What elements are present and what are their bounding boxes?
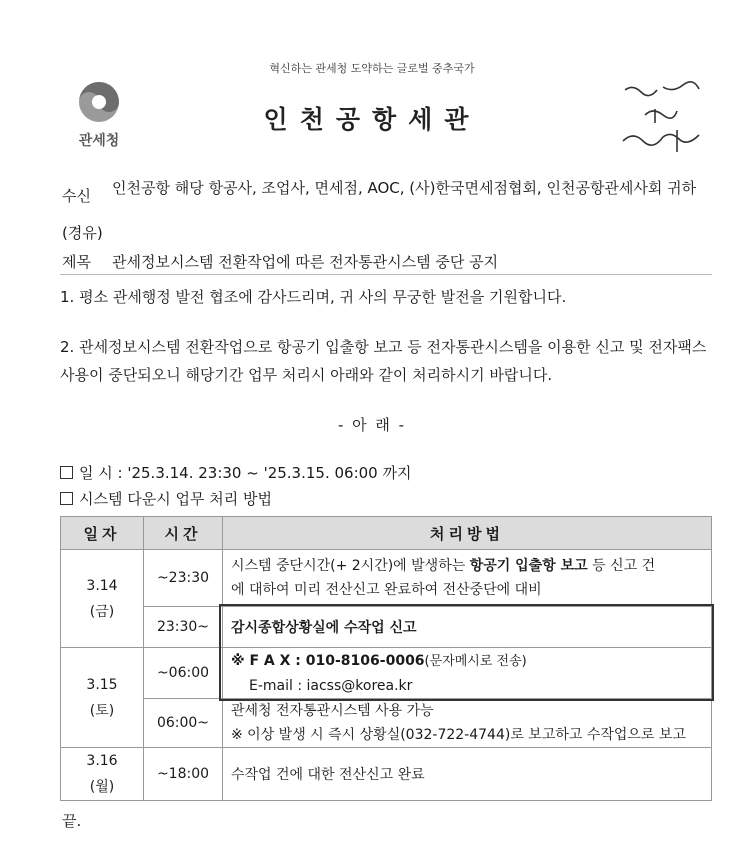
logo-text: 관세청 bbox=[78, 133, 120, 149]
paragraph-1: 1. 평소 관세행정 발전 협조에 감사드리며, 귀 사의 무궁한 발전을 기원합니다. bbox=[60, 288, 567, 306]
header-date: 일자 bbox=[61, 517, 144, 550]
method-text: 등 신고 건 bbox=[587, 558, 656, 574]
date-weekday: (금) bbox=[89, 603, 115, 620]
date-day: 3.15 bbox=[86, 676, 118, 693]
method-cell bbox=[223, 550, 712, 607]
date-weekday: (토) bbox=[89, 702, 115, 719]
time-cell: ~23:30 bbox=[144, 550, 223, 607]
method-line: ※ 이상 발생 시 즉시 상황실(032-722-4744)로 보고하고 수작업으로 보고 bbox=[231, 727, 686, 743]
paragraph-2: 2. 관세정보시스템 전환작업으로 항공기 입출항 보고 등 전자통관시스템을 이용한 신고 및 전자팩스 사용이 중단되오니 해당기간 업무 처리시 아래와 같이 처리하시기 바랍니다. bbox=[60, 338, 707, 384]
recipient-text: 인천공항 해당 항공사, 조업사, 면세점, AOC, (사)한국면세점협회, 인천공항관세사회 귀하 bbox=[112, 179, 697, 197]
fax-note: (문자메시로 전송) bbox=[424, 653, 527, 669]
method-cell: 수작업 건에 대한 전산신고 완료 bbox=[223, 748, 712, 801]
fax-line bbox=[231, 649, 703, 674]
checkbox-square-icon bbox=[60, 466, 73, 479]
date-day: 3.14 bbox=[86, 577, 118, 594]
time-cell: 23:30~ bbox=[144, 607, 223, 648]
table-row bbox=[61, 607, 712, 648]
table-row bbox=[61, 699, 712, 748]
divider bbox=[60, 274, 712, 275]
method-bullet bbox=[60, 488, 272, 509]
method-line bbox=[231, 554, 703, 578]
schedule-text: 일 시 : '25.3.14. 23:30 ~ '25.3.15. 06:00 까지 bbox=[79, 464, 412, 482]
date-cell-3-16 bbox=[61, 748, 144, 801]
time-cell: 06:00~ bbox=[144, 699, 223, 748]
method-cell: 감시종합상황실에 수작업 신고 bbox=[223, 607, 712, 648]
date-day: 3.16 bbox=[86, 753, 118, 769]
subject-label: 제목 bbox=[62, 253, 91, 271]
table-row bbox=[61, 648, 712, 699]
schedule-bullet bbox=[60, 462, 411, 483]
procedure-table bbox=[60, 516, 712, 801]
recipient-label: 수신 bbox=[62, 187, 91, 205]
end-mark: 끝. bbox=[62, 812, 82, 830]
date-weekday: (월) bbox=[89, 779, 115, 795]
calligraphy-image bbox=[615, 75, 710, 160]
organization-name: 인천공항세관 bbox=[263, 105, 481, 134]
checkbox-square-icon bbox=[60, 492, 73, 505]
method-cell bbox=[223, 699, 712, 748]
method-cell bbox=[223, 648, 712, 699]
fax-number: ※ F A X : 010-8106-0006 bbox=[231, 652, 425, 669]
method-line: 에 대하여 미리 전산신고 완료하여 전산중단에 대비 bbox=[231, 582, 542, 598]
method-text: 시스템 중단시간(+ 2시간)에 발생하는 bbox=[231, 558, 470, 574]
via-label: (경유) bbox=[62, 224, 103, 242]
method-text: 시스템 다운시 업무 처리 방법 bbox=[79, 490, 272, 508]
table-row bbox=[61, 748, 712, 801]
calligraphy-slogan bbox=[615, 75, 710, 160]
email-line: E-mail : iacss@korea.kr bbox=[249, 677, 413, 694]
method-emphasis: 항공기 입출항 보고 bbox=[469, 558, 588, 574]
method-line: 관세청 전자통관시스템 사용 가능 bbox=[231, 703, 434, 719]
date-cell-3-14 bbox=[61, 550, 144, 648]
slogan: 혁신하는 관세청 도약하는 글로벌 중추국가 bbox=[269, 62, 475, 75]
table-row bbox=[61, 550, 712, 607]
time-cell: ~06:00 bbox=[144, 648, 223, 699]
below-heading: - 아 래 - bbox=[337, 416, 407, 434]
header-method: 처리방법 bbox=[223, 517, 712, 550]
time-cell: ~18:00 bbox=[144, 748, 223, 801]
date-cell-3-15 bbox=[61, 648, 144, 748]
table-header-row bbox=[61, 517, 712, 550]
subject-text: 관세정보시스템 전환작업에 따른 전자통관시스템 중단 공지 bbox=[112, 253, 499, 271]
header-time: 시간 bbox=[144, 517, 223, 550]
